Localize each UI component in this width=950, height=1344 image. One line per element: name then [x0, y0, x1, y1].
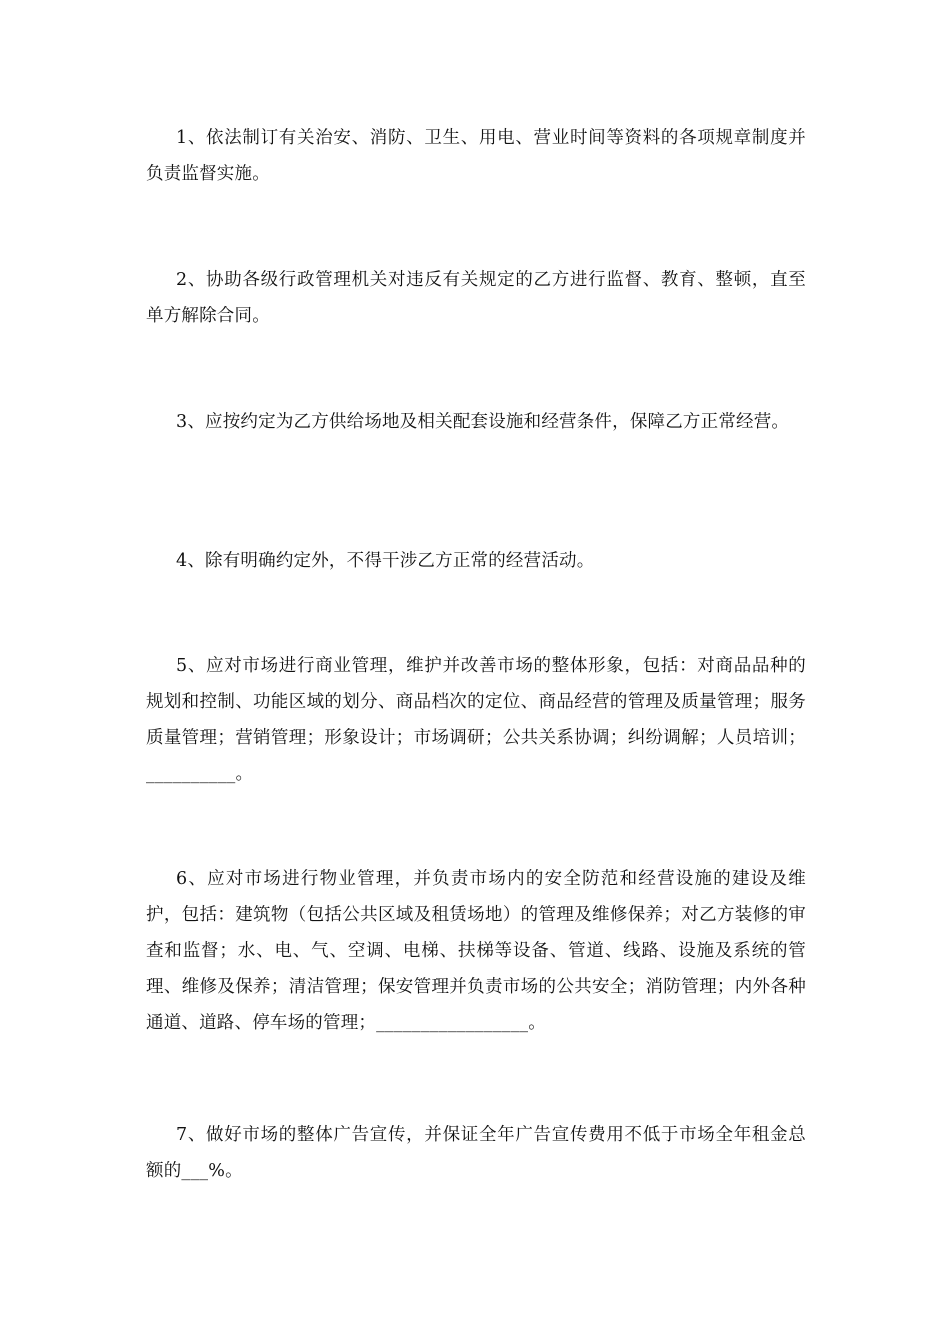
clause-5-paragraph: 5、应对市场进行商业管理，维护并改善市场的整体形象，包括：对商品品种的规划和控制、功能区域的划分、商品档次的定位、商品经营的管理及质量管理；服务质量管理；营销管理；形象设计；市场调研；公共关系协调；纠纷调解；人员培训；__________。 [146, 656, 806, 784]
clause-3-paragraph: 3、应按约定为乙方供给场地及相关配套设施和经营条件，保障乙方正常经营。 [176, 412, 790, 432]
clause-6-paragraph: 6、应对市场进行物业管理，并负责市场内的安全防范和经营设施的建设及维护，包括：建筑物（包括公共区域及租赁场地）的管理及维修保养；对乙方装修的审查和监督；水、电、气、空调、电梯、扶梯等设备、管道、线路、设施及系统的管理、维修及保养；清洁管理；保安管理并负责市场的公共安全；消防管理；内外各种通道、道路、停车场的管理；_________________。 [146, 869, 806, 1033]
clause-4-paragraph: 4、除有明确约定外，不得干涉乙方正常的经营活动。 [176, 551, 595, 571]
clause-7-paragraph: 7、做好市场的整体广告宣传，并保证全年广告宣传费用不低于市场全年租金总额的___%。 [146, 1125, 806, 1181]
clause-1-paragraph: 1、依法制订有关治安、消防、卫生、用电、营业时间等资料的各项规章制度并负责监督实施。 [146, 128, 806, 184]
clause-2-paragraph: 2、协助各级行政管理机关对违反有关规定的乙方进行监督、教育、整顿，直至单方解除合同。 [146, 270, 806, 326]
